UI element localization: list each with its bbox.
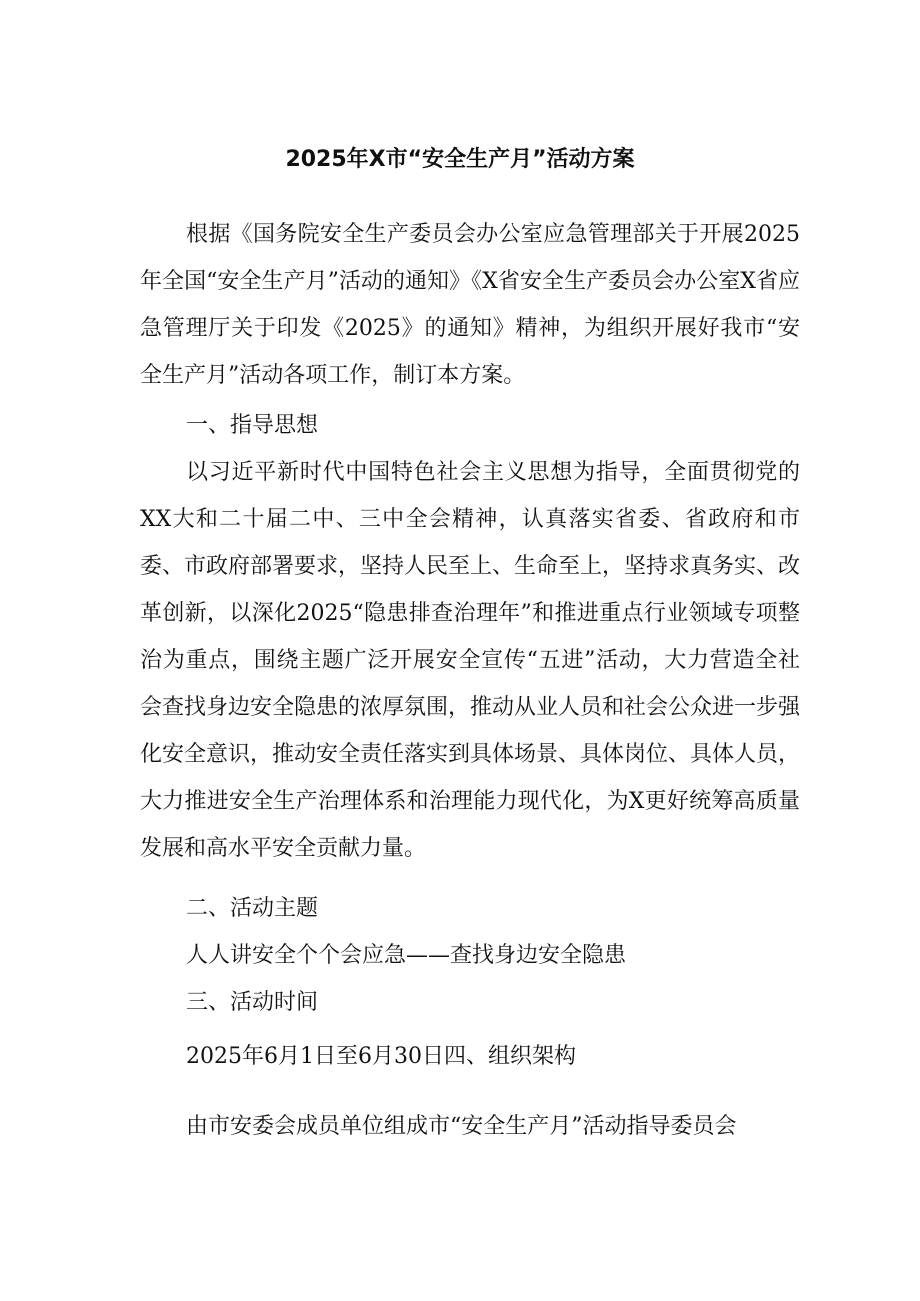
document-title: 2025年X市“安全生产月”活动方案 [285,147,635,172]
guiding-ideology-paragraph [140,449,800,872]
section-heading-activity-time: 三、活动时间 [186,990,319,1015]
guiding-ideology-text: 以习近平新时代中国特色社会主义思想为指导，全面贯彻党的XX大和二十届二中、三中全会精神，认真落实省委、省政府和市委、市政府部署要求，坚持人民至上、生命至上，坚持求真务实、改革创新，以深化2025“隐患排查治理年”和推进重点行业领域专项整治为重点，围绕主题广泛开展安全宣传“五进”活动，大力营造全社会查找身边安全隐患的浓厚氛围，推动从业人员和社会公众进一步强化安全意识，推动安全责任落实到具体场景、具体岗位、具体人员，大力推进安全生产治理体系和治理能力现代化，为X更好统筹高质量发展和高水平安全贡献力量。 [140,460,801,861]
activity-date-and-organization-heading: 2025年6月1日至6月30日四、组织架构 [186,1044,576,1069]
section-heading-guiding-ideology: 一、指导思想 [186,413,319,438]
activity-theme-text: 人人讲安全个个会应急——查找身边安全隐患 [186,943,627,968]
intro-paragraph [140,211,800,399]
organization-paragraph: 由市安委会成员单位组成市“安全生产月”活动指导委员会 [186,1114,737,1139]
intro-paragraph-text: 根据《国务院安全生产委员会办公室应急管理部关于开展2025年全国“安全生产月”活动的通知》《X省安全生产委员会办公室X省应急管理厅关于印发《2025》的通知》精神，为组织开展好我市“安全生产月”活动各项工作，制订本方案。 [140,222,800,388]
section-heading-activity-theme: 二、活动主题 [186,896,319,921]
